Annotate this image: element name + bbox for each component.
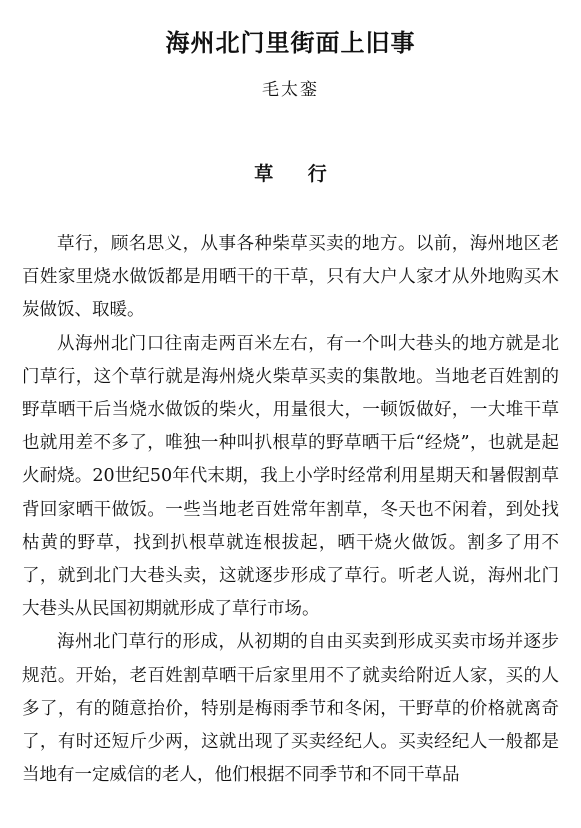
article-title: 海州北门里街面上旧事 (165, 29, 416, 57)
author-name: 毛太銮 (262, 80, 319, 100)
paragraph-1: 草行，顾名思义，从事各种柴草买卖的地方。以前，海州地区老百姓家里烧水做饭都是用晒干的干草，只有大户人家才从外地购买木炭做饭、取暖。 (22, 234, 559, 321)
article-body (22, 228, 559, 792)
paragraph-2: 从海州北门口往南走两百米左右，有一个叫大巷头的地方就是北门草行，这个草行就是海州烧火柴草买卖的集散地。当地老百姓割的野草晒干后当烧水做饭的柴火，用量很大，一顿饭做好，一大堆干草也就用差不多了，唯独一种叫扒根草的野草晒干后“经烧”，也就是起火耐烧。20世纪50年代末期，我上小学时经常利用星期天和暑假割草背回家晒干做饭。一些当地老百姓常年割草，冬天也不闲着，到处找枯黄的野草，找到扒根草就连根拔起，晒干烧火做饭。割多了用不了，就到北门大巷头卖，这就逐步形成了草行。听老人说，海州北门大巷头从民国初期就形成了草行市场。 (22, 333, 559, 620)
paragraph-3: 海州北门草行的形成，从初期的自由买卖到形成买卖市场并逐步规范。开始，老百姓割草晒干后家里用不了就卖给附近人家，买的人多了，有的随意抬价，特别是梅雨季节和冬闲，干野草的价格就离奇了，有时还短斤少两，这就出现了买卖经纪人。买卖经纪人一般都是当地有一定威信的老人，他们根据不同季节和不同干草品 (22, 632, 559, 786)
section-heading: 草 行 (254, 163, 341, 185)
